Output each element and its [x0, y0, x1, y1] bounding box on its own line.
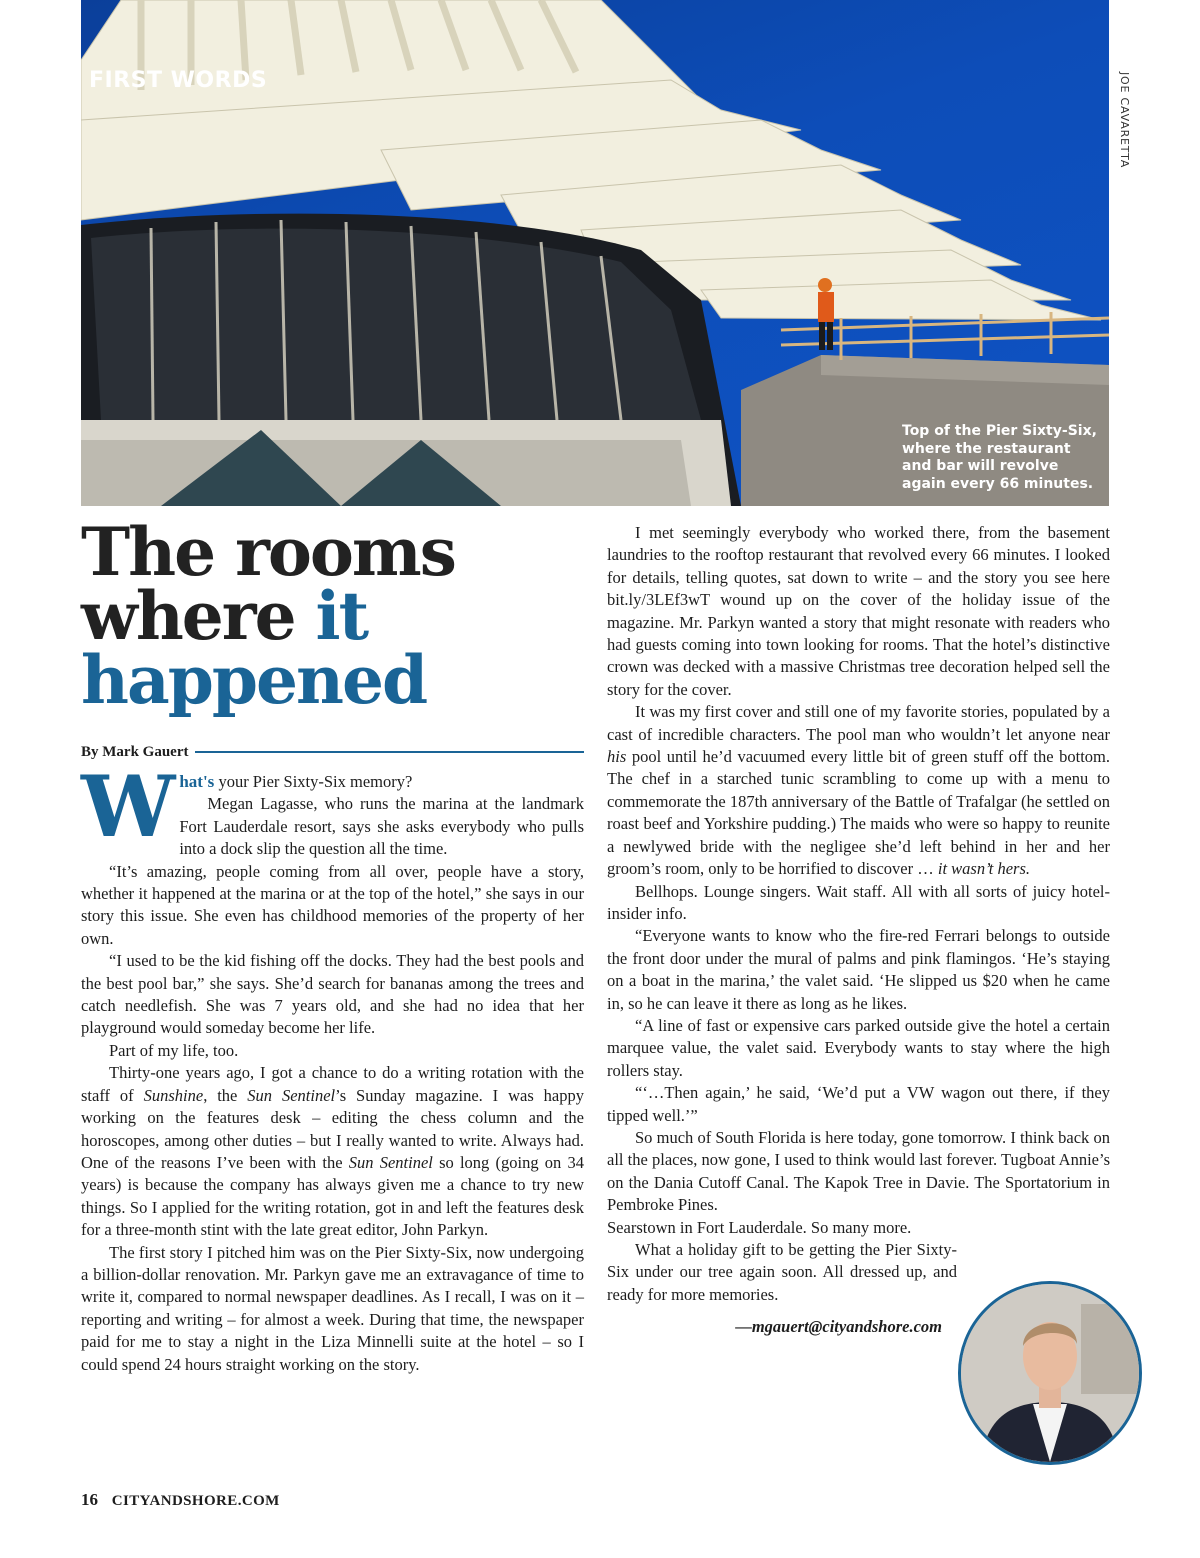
- lead-text: your Pier Sixty-Six memory?: [214, 772, 413, 791]
- paragraph: Megan Lagasse, who runs the marina at the landmark Fort Lauderdale resort, says she asks everybody who pulls into a dock slip the question all the time.: [179, 794, 584, 859]
- footer-site: CITYANDSHORE.COM: [111, 1493, 280, 1509]
- paragraph: Searstown in Fort Lauderdale. So many more.: [607, 1217, 912, 1237]
- drop-cap: W: [81, 757, 176, 856]
- headline-line-2a: where: [81, 577, 316, 655]
- headline-line-1: The rooms: [81, 513, 455, 591]
- paragraph: I met seemingly everybody who worked there, from the basement laundries to the rooftop restaurant that revolved every 66 minutes. I looked for details, telling quotes, sat down to write – and the story you see here bit.ly/3LEf3wT wound up on the cover of the holiday issue of the magazine. Mr. Parkyn wanted a story that might resonate with readers who had guests coming into town looking for rooms. That the hotel’s distinctive crown was decked with a massive Christmas tree decoration helped sell the story for the cover.: [607, 523, 1110, 699]
- paragraph: [81, 1062, 584, 1241]
- paragraph: [607, 701, 1110, 880]
- text-run: , the: [203, 1085, 248, 1105]
- paragraph: “It’s amazing, people coming from all over, people have a story, whether it happened at the marina or at the top of the hotel,” she says in our story this issue. She even has childhood memories of the property of her own.: [81, 861, 584, 948]
- paragraph: So much of South Florida is here today, gone tomorrow. I think back on all the places, now gone, I used to think would last forever. Tugboat Annie’s on the Dania Cutoff Canal. The Kapok Tree in Davie. The Sportatorium in Pembroke Pines.: [607, 1127, 1110, 1215]
- byline-rule: [195, 751, 584, 753]
- italic-run: it wasn’t hers.: [937, 859, 1031, 879]
- author-email: —mgauert@cityandshore.com: [735, 1317, 942, 1337]
- photo-credit: JOE CAVARETTA: [1118, 72, 1131, 169]
- paragraph: Part of my life, too.: [109, 1040, 239, 1060]
- text-run: so long (going on 34 years) is because the company has always given me a chance to try new things. So I applied for the writing rotation, got in and left the features desk for a three-month stint with the late great editor, John Parkyn.: [81, 1152, 584, 1240]
- text-run: ’s Sunday magazine. I was happy working on the features desk – editing the chess column and the horoscopes, among other duties – but I really wanted to write. Always had. One of the reasons I’ve been with the: [81, 1085, 584, 1172]
- article-column-2: [607, 522, 1110, 1339]
- photo-caption: Top of the Pier Sixty-Six, where the restaurant and bar will revolve again every 66 minutes.: [902, 423, 1097, 492]
- headline-line-2b: it: [315, 577, 368, 655]
- paragraph: “A line of fast or expensive cars parked outside give the hotel a certain marquee value, the valet said. Everybody wants to stay where the high rollers stay.: [607, 1015, 1110, 1080]
- headline-line-3: happened: [81, 641, 427, 719]
- italic-run: his: [607, 747, 627, 767]
- paragraph: The first story I pitched him was on the Pier Sixty-Six, now undergoing a billion-dollar renovation. Mr. Parkyn gave me an extravagance of time to write it, compared to normal newspaper deadlines. As I recall, I was on it – reporting and writing – for almost a week. During that time, the newspaper paid for me to stay a night in the Liza Minnelli suite at the hotel – so I could spend 24 hours straight working on the story.: [81, 1242, 584, 1374]
- paragraph: “I used to be the kid fishing off the docks. They had the best pools and the best pool bar,” she says. She’d search for bananas among the trees and catch needlefish. She was 7 years old, and she had no idea that her playground would someday become her life.: [81, 951, 584, 1038]
- headline: [81, 513, 601, 719]
- portrait-illustration: [961, 1284, 1139, 1462]
- page-footer: [81, 1490, 280, 1510]
- author-portrait: [958, 1281, 1142, 1465]
- article-column-1: [81, 757, 584, 1376]
- lead-word: hat's: [179, 772, 215, 791]
- text-run: pool until he’d vacuumed every little bit of green stuff off the bottom. The chef in a starched tunic scrambling to come up with a menu to commemorate the 187th anniversary of the Battle of Trafalgar (he settled on roast beef and Yorkshire pudding.) The maids who were so happy to reunite a newlywed bride with the negligee she’d left behind in her and her groom’s room, only to be horrified to discover …: [607, 747, 1110, 879]
- section-label: FIRST WORDS: [89, 68, 268, 93]
- paragraph: What a holiday gift to be getting the Pier Sixty-Six under our tree again soon. All dressed up, and ready for more memories.: [607, 1240, 957, 1304]
- page-number: 16: [81, 1490, 98, 1509]
- paragraph: “‘…Then again,’ he said, ‘We’d put a VW wagon out there, if they tipped well.’”: [607, 1083, 1110, 1125]
- paragraph: Bellhops. Lounge singers. Wait staff. All with all sorts of juicy hotel-insider info.: [607, 881, 1110, 923]
- italic-run: Sunshine: [143, 1085, 204, 1105]
- text-run: It was my first cover and still one of my favorite stories, populated by a cast of incredible characters. The pool man who wouldn’t let anyone near: [607, 702, 1110, 744]
- text-run: Thirty-one years ago, I got a chance to do a writing rotation with the staff of: [81, 1063, 584, 1105]
- hero-photo: [81, 0, 1109, 506]
- byline-author: By Mark Gauert: [81, 743, 189, 760]
- italic-run: Sun Sentinel: [348, 1152, 433, 1172]
- italic-run: Sun Sentinel: [247, 1085, 336, 1105]
- paragraph: “Everyone wants to know who the fire-red Ferrari belongs to outside the front door under the mural of palms and pink flamingos. ‘He’s staying on a boat in the marina,’ the valet said. ‘He slipped us $20 when he came in, so he can leave it there as long as he likes.: [607, 926, 1110, 1013]
